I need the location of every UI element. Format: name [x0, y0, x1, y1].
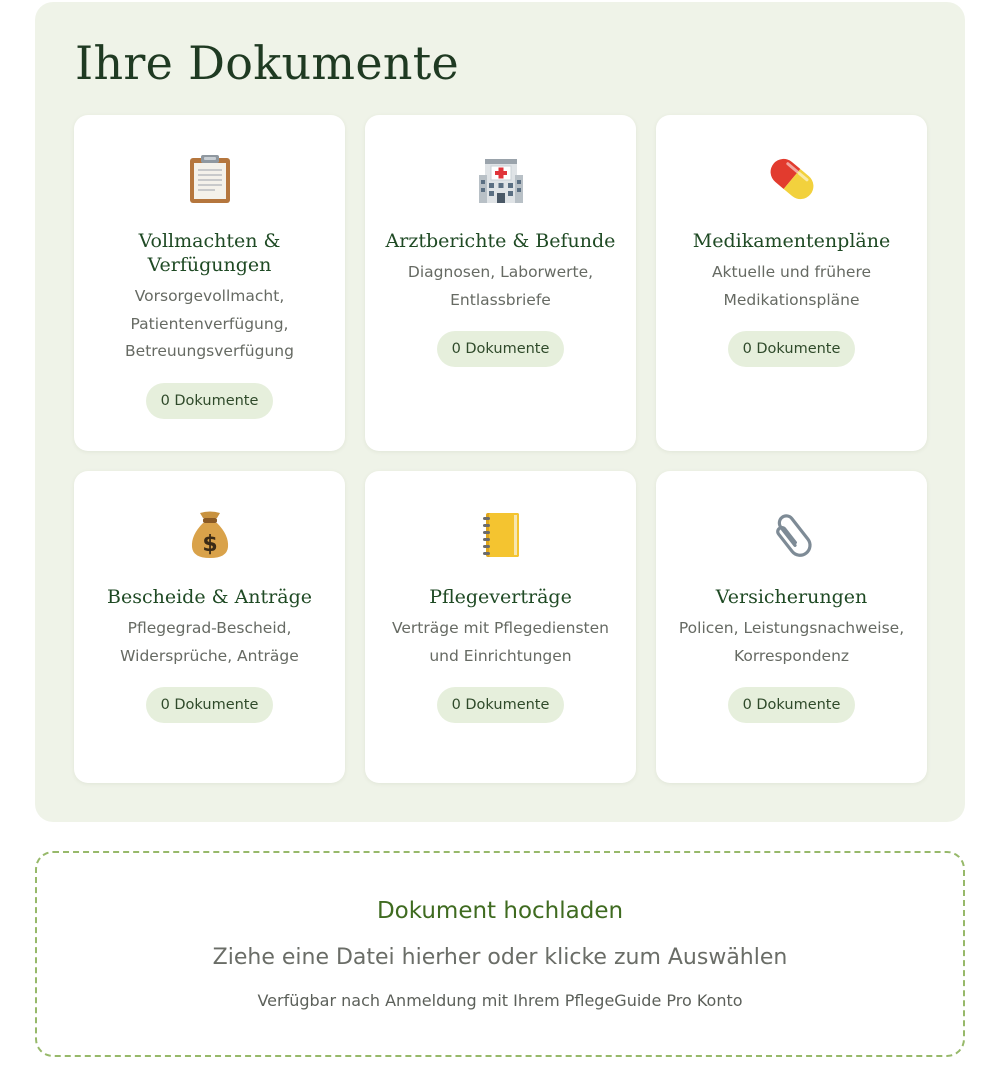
upload-title: Dokument hochladen — [376, 898, 624, 924]
clipboard-icon — [185, 153, 235, 205]
category-card-pflegevertraege[interactable] — [365, 471, 636, 783]
hospital-icon — [476, 153, 526, 205]
svg-text:$: $ — [201, 532, 218, 557]
document-count-badge: 0 Dokumente — [437, 331, 565, 367]
category-card-arztberichte[interactable] — [365, 115, 636, 451]
category-card-vollmachten[interactable] — [74, 115, 345, 451]
pill-icon — [767, 153, 817, 205]
category-description: Diagnosen, Laborwerte, Entlassbriefe — [407, 263, 594, 309]
category-title: Vollmachten & Verfügungen — [138, 230, 281, 276]
document-count-badge: 0 Dokumente — [728, 331, 856, 367]
category-title: Pflegeverträge — [429, 586, 572, 608]
category-description: Aktuelle und frühere Medikationspläne — [711, 263, 872, 309]
document-categories-grid — [74, 115, 926, 783]
money-bag-icon — [185, 509, 235, 561]
category-title: Bescheide & Anträge — [107, 586, 312, 608]
document-count-badge: 0 Dokumente — [146, 383, 274, 419]
category-description: Vorsorgevollmacht, Patientenverfügung, Betreuungsverfügung — [125, 287, 294, 360]
category-title: Arztberichte & Befunde — [385, 230, 616, 252]
documents-panel — [35, 2, 965, 822]
document-count-badge: 0 Dokumente — [146, 687, 274, 723]
category-title: Medikamentenpläne — [692, 230, 891, 252]
document-count-badge: 0 Dokumente — [728, 687, 856, 723]
document-count-badge: 0 Dokumente — [437, 687, 565, 723]
category-card-versicherungen[interactable] — [656, 471, 927, 783]
notebook-icon — [476, 509, 526, 561]
category-description: Policen, Leistungsnachweise, Korrespondenz — [678, 619, 905, 665]
upload-availability-note: Verfügbar nach Anmeldung mit Ihrem PflegeGuide Pro Konto — [257, 991, 743, 1010]
upload-instructions: Ziehe eine Datei hierher oder klicke zum Auswählen — [212, 945, 788, 970]
upload-dropzone[interactable] — [35, 851, 965, 1057]
category-description: Pflegegrad-Bescheid, Widersprüche, Anträge — [120, 619, 299, 665]
page-title: Ihre Dokumente — [75, 36, 460, 90]
paperclip-icon — [767, 509, 817, 561]
category-description: Verträge mit Pflegediensten und Einrichtungen — [391, 619, 609, 665]
category-title: Versicherungen — [715, 586, 868, 608]
category-card-bescheide[interactable] — [74, 471, 345, 783]
category-card-medikamentenplaene[interactable] — [656, 115, 927, 451]
